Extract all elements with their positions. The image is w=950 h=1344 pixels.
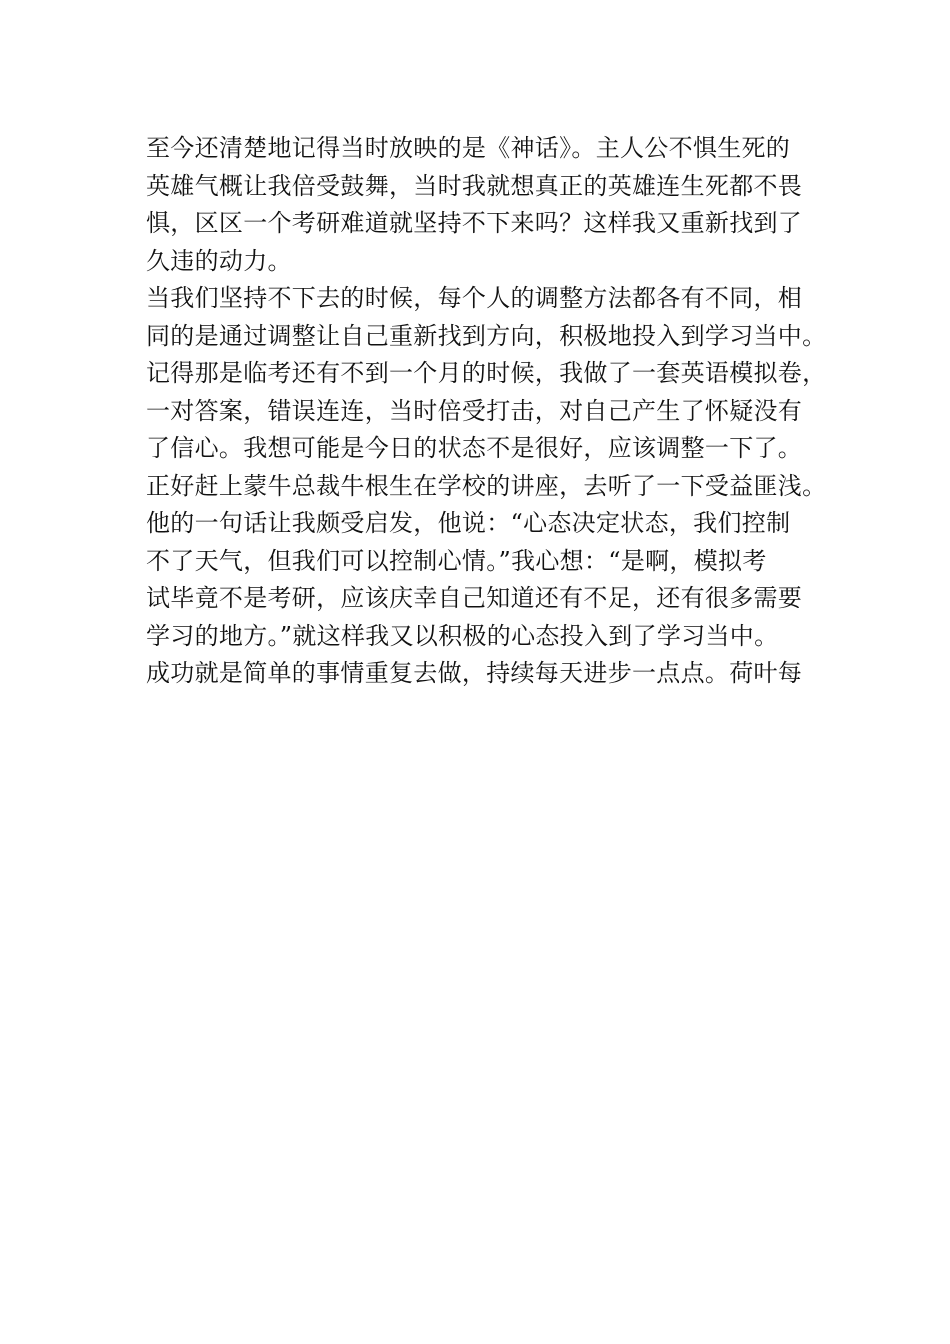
text-line-6: 同的是通过调整让自己重新找到方向，积极地投入到学习当中。 <box>146 321 827 350</box>
text-line-1: 至今还清楚地记得当时放映的是《神话》。主人公不惧生死的 <box>146 134 791 162</box>
text-line-9: 了信心。我想可能是今日的状态不是很好，应该调整一下了。 <box>146 434 803 462</box>
text-line-13: 试毕竟不是考研，应该庆幸自己知道还有不足，还有很多需要 <box>146 584 803 612</box>
text-line-11: 他的一句话让我颇受启发，他说：“心态决定状态，我们控制 <box>146 509 791 537</box>
text-line-10: 正好赶上蒙牛总裁牛根生在学校的讲座，去听了一下受益匪浅。 <box>146 471 827 500</box>
text-line-8: 一对答案，错误连连，当时倍受打击，对自己产生了怀疑没有 <box>146 396 803 425</box>
text-line-2: 英雄气概让我倍受鼓舞，当时我就想真正的英雄连生死都不畏 <box>146 171 803 200</box>
text-line-14: 学习的地方。”就这样我又以积极的心态投入到了学习当中。 <box>146 621 779 650</box>
text-line-4: 久违的动力。 <box>146 246 292 275</box>
text-line-7: 记得那是临考还有不到一个月的时候，我做了一套英语模拟卷， <box>146 359 827 387</box>
body-text <box>146 130 826 693</box>
text-line-3: 惧，区区一个考研难道就坚持不下来吗？这样我又重新找到了 <box>146 209 803 237</box>
text-line-12: 不了天气，但我们可以控制心情。”我心想：“是啊，模拟考 <box>146 546 767 575</box>
text-line-15: 成功就是简单的事情重复去做，持续每天进步一点点。荷叶每 <box>146 659 803 687</box>
text-line-5: 当我们坚持不下去的时候，每个人的调整方法都各有不同，相 <box>146 284 803 312</box>
